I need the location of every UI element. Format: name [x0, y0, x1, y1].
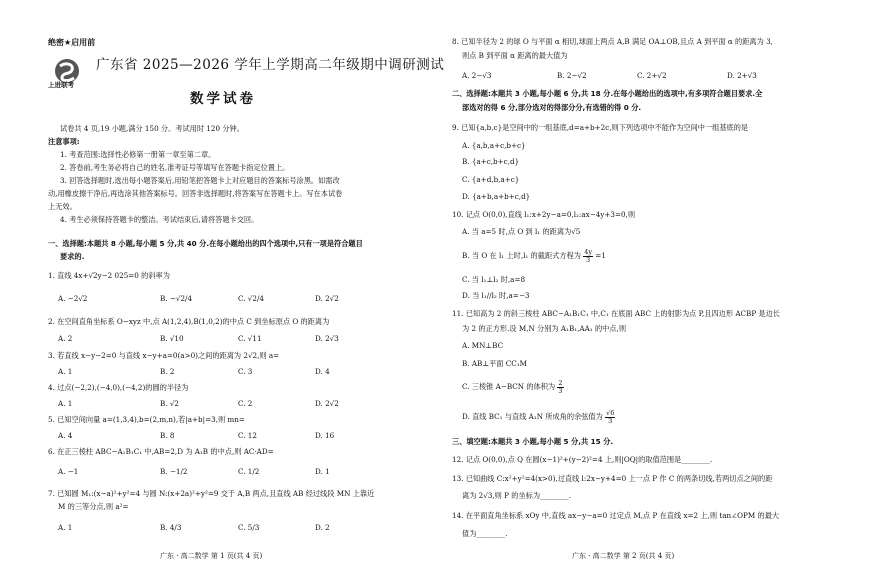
fraction-denominator: 3 [586, 255, 591, 264]
question-stem: 2. 在空间直角坐标系 O−xyz 中,点 A(1,2,4),B(1,0,2)的中点 C 到坐标原点 O 的距离为 [48, 317, 330, 326]
question-stem: 13. 已知曲线 C:x²+y²=4(x>0),过直线 l:2x−y+4=0 上一点 P 作 C 的两条切线,若两切点之间的距 [452, 474, 773, 483]
option: C. 1/2 [238, 467, 260, 476]
left-column [40, 0, 445, 578]
question-stem: 11. 已知高为 2 的斜三棱柱 ABC−A₁B₁C₁ 中,C₁ 在底面 ABC 上的射影为点 P,且四边形 ACBP 是边长 [452, 309, 780, 318]
question-stem: 6. 在正三棱柱 ABC−A₁B₁C₁ 中,AB=2,D 为 A₁B 的中点,则 AC·AD= [48, 447, 274, 456]
section-heading: 一、选择题:本题共 8 小题,每小题 5 分,共 40 分.在每小题给出的四个选项中,只有一项是符合题目 [48, 239, 363, 248]
exam-title: 广东省 2025—2026 学年上学期高二年级期中调研测试 [96, 57, 445, 73]
section-heading: 部选对的得 6 分,部分选对的得部分分,有选错的得 0 分. [462, 103, 642, 112]
note-line: 上无效。 [48, 202, 77, 211]
option: C. {a+d,b,a+c} [462, 175, 520, 184]
question-stem: 5. 已知空间向量 a=(1,3,4),b=(2,m,n),若|a+b|=3,则 mn= [48, 415, 245, 424]
option: B. {a+c,b+c,d} [462, 157, 520, 166]
option: D. 4 [315, 367, 330, 376]
option [462, 249, 606, 263]
option: D. 2√2 [315, 294, 339, 303]
fraction [557, 380, 563, 394]
option [462, 410, 615, 424]
option: D. 2√3 [315, 334, 339, 343]
option: A. 当 a=5 时,点 O 到 l₁ 的距离为√5 [462, 227, 581, 236]
option-text: B. 当 O 在 l₁ 上时,l₁ 的截距式方程为 [462, 251, 581, 260]
option: D. 当 l₁//l₂ 时,a=−3 [462, 291, 530, 300]
logo-text: 上进联考 [48, 81, 74, 89]
note-line: 4. 考生必须保持答题卡的整洁。考试结束后,请将答题卡交回。 [60, 215, 259, 224]
option: C. 2+√2 [637, 71, 667, 80]
note-line: 3. 回答选择题时,选出每小题答案后,用铅笔把答题卡上对应题目的答案标号涂黑。如需改 [60, 176, 340, 185]
exam-subtitle: 数学试卷 [190, 91, 256, 107]
right-column [452, 0, 850, 578]
section-heading: 二、选择题:本题共 3 小题,每小题 6 分,共 18 分.在每小题给出的选项中,有多项符合题目要求.全 [452, 89, 763, 98]
option: D. 1 [315, 467, 330, 476]
option: B. −√2/4 [160, 294, 193, 303]
fraction [605, 410, 615, 424]
note-line: 动,用橡皮擦干净后,再选涂其他答案标号。回答非选择题时,将答案写在答题卡上。写在本试卷 [48, 189, 343, 198]
question-stem: 离为 2√3,则 P 的坐标为________. [462, 491, 572, 500]
note-line: 1. 考查范围:选择性必修第一册第一章至第二章。 [60, 150, 216, 159]
page-footer: 广东 · 高二数学 第 1 页(共 4 页) [160, 552, 263, 560]
question-stem: 10. 记点 O(0,0),直线 l₁:x+2y−a=0,l₂:ax−4y+3=0,则 [452, 210, 636, 219]
option [462, 380, 564, 394]
option: C. √2/4 [238, 294, 264, 303]
note-line: 2. 答卷前,考生务必将自己的姓名,准考证号等填写在答题卡指定位置上。 [60, 163, 290, 172]
question-stem: 8. 已知半径为 2 的球 O 与平面 α 相切,球面上两点 A,B 满足 OA⊥OB,且点 A 到平面 α 的距离为 3, [452, 37, 773, 46]
option: C. √11 [238, 334, 262, 343]
option-text: =1 [595, 251, 606, 260]
question-stem: 3. 若直线 x−y−2=0 与直线 x−y+a=0(a>0)之间的距离为 2√2,则 a= [48, 351, 280, 360]
option: A. MN⊥BC [462, 341, 504, 350]
exam-info: 试卷共 4 页,19 小题,满分 150 分。考试用时 120 分钟。 [60, 124, 244, 133]
option: B. √10 [160, 334, 184, 343]
question-stem: 4. 过点(−2,2),(−4,0),(−4,2)的圆的半径为 [48, 383, 189, 392]
question-stem: 为 2 的正方形.设 M,N 分别为 A₁B₁,AA₁ 的中点,则 [462, 324, 627, 333]
option: D. 2 [315, 523, 330, 532]
option: A. 4 [58, 431, 73, 440]
option: B. −1/2 [160, 467, 188, 476]
option: B. 2−√2 [557, 71, 587, 80]
fraction-numerator: 2 [558, 379, 563, 387]
section-heading: 要求的. [60, 252, 85, 261]
option: C. 5/3 [238, 523, 260, 532]
fraction-denominator: 3 [558, 386, 563, 395]
option: C. 2 [238, 399, 253, 408]
page-footer: 广东 · 高二数学 第 2 页(共 4 页) [572, 552, 675, 560]
fraction-numerator: √6 [606, 409, 615, 417]
question-stem: 12. 记点 O(0,0),点 Q 在圆(x−1)²+(y−2)²=4 上,则|OQ|的取值范围是________. [452, 455, 713, 464]
option: B. AB⊥平面 CC₁M [462, 359, 527, 368]
question-stem: 1. 直线 4x+√2y−2 025=0 的斜率为 [48, 271, 170, 280]
fraction-denominator: 3 [608, 416, 613, 425]
option: B. 8 [160, 431, 175, 440]
option: A. 1 [58, 523, 73, 532]
question-stem: M 的三等分点,则 a²= [58, 502, 129, 511]
fraction-numerator: 4y [584, 248, 592, 256]
fraction [583, 249, 593, 263]
secret-label: 绝密★启用前 [48, 38, 96, 47]
option: B. 4/3 [160, 523, 182, 532]
option: D. 2√2 [315, 399, 339, 408]
section-heading: 三、填空题:本题共 3 小题,每小题 5 分,共 15 分. [452, 437, 614, 446]
option: A. 1 [58, 399, 73, 408]
option: C. 12 [238, 431, 257, 440]
notes-title: 注意事项: [48, 137, 80, 146]
option: D. 2+√3 [727, 71, 757, 80]
option: D. {a+b,a+b+c,d} [462, 192, 531, 201]
option: A. 2 [58, 334, 73, 343]
option-text: C. 三棱锥 A−BCN 的体积为 [462, 382, 556, 391]
option: A. −1 [58, 467, 79, 476]
option: D. 16 [315, 431, 335, 440]
question-stem: 9. 已知{a,b,c}是空间中的一组基底,d=a+b+2c,则下列选项中不能作为空间中一组基底的是 [452, 123, 749, 132]
question-stem: 则点 B 到平面 α 距离的最大值为 [462, 51, 568, 60]
question-stem: 7. 已知圆 M₁:(x−a)²+y²=4 与圆 N:(x+2a)²+y²=9 交于 A,B 两点,且直线 AB 经过线段 MN 上靠近 [48, 489, 375, 498]
option: B. 2 [160, 367, 175, 376]
option: B. √2 [160, 399, 180, 408]
option: C. 当 l₁⊥l₂ 时,a=8 [462, 275, 526, 284]
option-text: D. 直线 BC₁ 与直线 A₁N 所成角的余弦值为 [462, 412, 603, 421]
option: A. 1 [58, 367, 73, 376]
option: C. 3 [238, 367, 253, 376]
option: A. {a,b,a+c,b+c} [462, 141, 526, 150]
option: A. 2−√3 [462, 71, 492, 80]
option: A. −2√2 [58, 294, 88, 303]
question-stem: 14. 在平面直角坐标系 xOy 中,直线 ax−y−a=0 过定点 M,点 P 在直线 x=2 上,则 tan∠OPM 的最大 [452, 511, 780, 520]
question-stem: 值为________. [462, 529, 508, 538]
